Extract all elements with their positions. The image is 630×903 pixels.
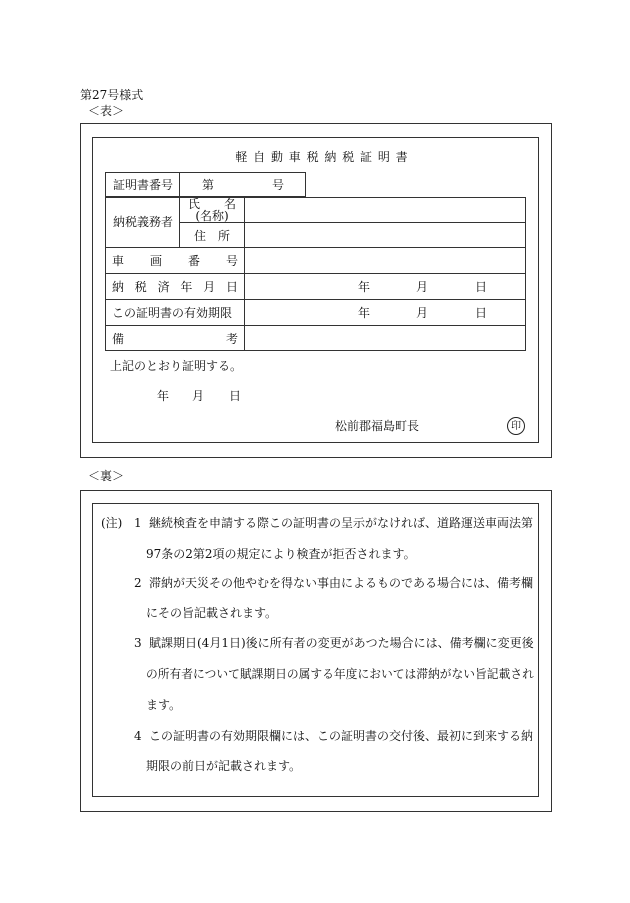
form-number: 第27号様式 (80, 88, 144, 102)
number-label: 証明書番号 (113, 178, 174, 192)
name-value-cell[interactable] (244, 197, 526, 223)
name-label-cell (179, 197, 245, 223)
paid-date-label-cell (105, 273, 245, 300)
vehicle-value-cell[interactable] (244, 247, 526, 274)
note-4-number: 4 (134, 729, 142, 743)
remarks-value-cell[interactable] (244, 325, 526, 351)
paid-date-month: 月 (416, 280, 429, 294)
paid-date-label: 納 税 済 年 月 日 (112, 280, 238, 294)
address-value-cell[interactable] (244, 222, 526, 248)
number-prefix: 第 (202, 178, 215, 192)
issue-year: 年 (157, 389, 170, 403)
note-3-line3: ます。 (146, 698, 182, 712)
note-4-line1: この証明書の有効期限欄には、この証明書の交付後、最初に到来する納 (149, 729, 534, 743)
note-3-line1: 賦課期日(4月1日)後に所有者の変更があつた場合には、備考欄に変更後 (149, 636, 534, 650)
validity-day: 日 (475, 306, 488, 320)
note-1-line1: 継続検査を申請する際この証明書の呈示がなければ、道路運送車両法第 (149, 516, 534, 530)
number-suffix: 号 (272, 178, 285, 192)
validity-value-cell[interactable] (244, 299, 526, 326)
remarks-label: 備 考 (112, 332, 238, 346)
front-label: ＜表＞ (88, 104, 125, 118)
issuer-name: 松前郡福島町長 (335, 419, 420, 433)
note-2-line2: にその旨記載されます。 (146, 606, 278, 620)
note-3-number: 3 (134, 636, 142, 650)
validity-month: 月 (416, 306, 429, 320)
note-1-number: 1 (134, 516, 142, 530)
validity-label: この証明書の有効期限 (112, 306, 233, 320)
address-label-cell (179, 222, 245, 248)
issue-month: 月 (192, 389, 205, 403)
paid-date-day: 日 (475, 280, 488, 294)
paid-date-value-cell[interactable] (244, 273, 526, 300)
notes-prefix: (注) (101, 516, 123, 530)
remarks-label-cell (105, 325, 245, 351)
note-3-line2: の所有者について賦課期日の属する年度においては滞納がない旨記載され (146, 667, 534, 681)
certification-statement: 上記のとおり証明する。 (110, 359, 243, 373)
paid-date-year: 年 (358, 280, 371, 294)
name-label-alt: (名称) (195, 209, 229, 223)
taxpayer-label: 納税義務者 (113, 215, 174, 229)
note-1-line2: 97条の2第2項の規定により検査が拒否されます。 (146, 547, 416, 561)
note-4-line2: 期限の前日が記載されます。 (146, 759, 302, 773)
validity-year: 年 (358, 306, 371, 320)
official-seal-icon: 印 (507, 417, 525, 435)
name-label: 氏 名 (187, 197, 236, 211)
taxpayer-label-cell (105, 197, 180, 248)
number-value-cell[interactable] (179, 172, 306, 197)
vehicle-label: 車 画 番 号 (112, 254, 238, 268)
validity-label-cell (105, 299, 245, 326)
address-label: 住 所 (193, 229, 230, 243)
note-2-line1: 滞納が天災その他やむを得ない事由によるものである場合には、備考欄 (149, 576, 534, 590)
number-label-cell (105, 172, 180, 197)
back-label: ＜裏＞ (88, 469, 125, 483)
certificate-title: 軽 自 動 車 税 納 税 証 明 書 (235, 150, 409, 164)
issue-day: 日 (229, 389, 242, 403)
vehicle-label-cell (105, 247, 245, 274)
note-2-number: 2 (134, 576, 142, 590)
